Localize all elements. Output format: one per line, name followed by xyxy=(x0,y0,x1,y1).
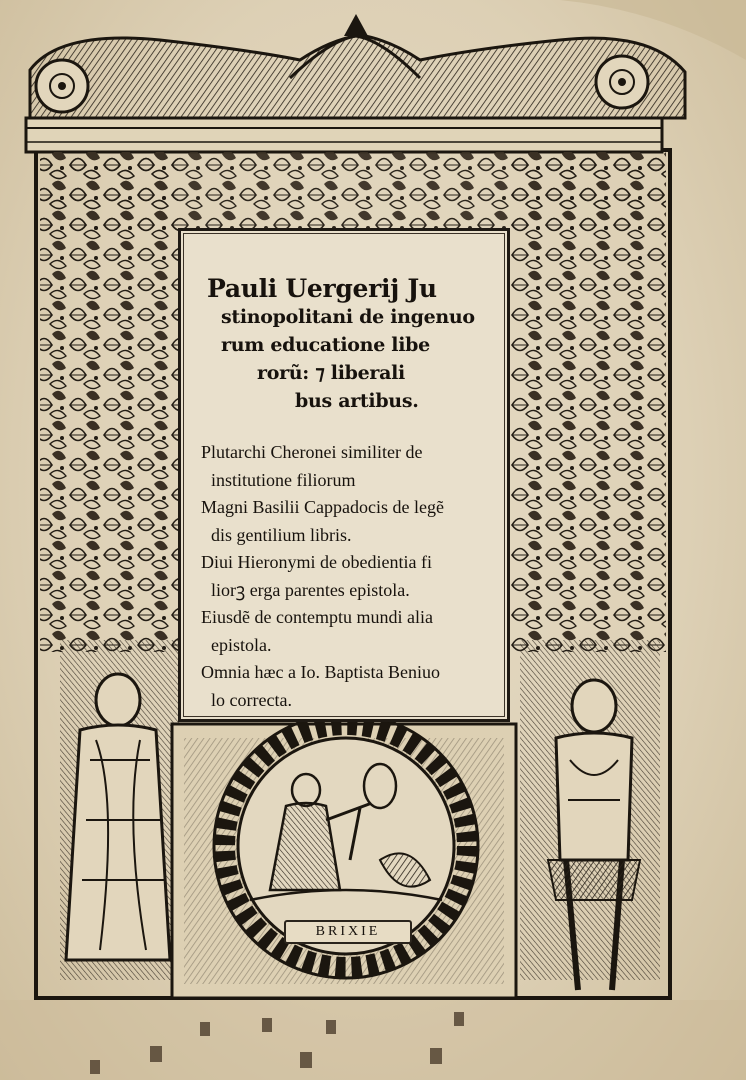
contents-line: liorꝫ erga parentes epistola. xyxy=(211,579,410,600)
contents-line: Plutarchi Cheronei similiter de xyxy=(201,442,423,462)
contents-line: epistola. xyxy=(211,634,272,655)
title-line-3: rum educatione libe xyxy=(221,334,430,356)
contents-line: dis gentilium libris. xyxy=(211,524,352,545)
title-line-4: rorũ: ⁊ liberali xyxy=(257,362,405,384)
contents-line: Omnia hæc a Io. Baptista Beniuo xyxy=(201,662,440,682)
title-line-5: bus artibus. xyxy=(295,390,419,412)
contents-line: Magni Basilii Cappadocis de legẽ xyxy=(201,497,444,517)
title-line-2: stinopolitani de ingenuo xyxy=(221,306,475,328)
contents-line: Diui Hieronymi de obedientia fi xyxy=(201,552,432,572)
title-line-1: Pauli Uergerij Ju xyxy=(207,274,437,303)
imprint-banner: BRIXIE xyxy=(284,920,412,944)
contents-line: lo correcta. xyxy=(211,689,292,710)
contents-line: Eiusdẽ de contemptu mundi alia xyxy=(201,607,433,627)
contents-line: institutione filiorum xyxy=(211,469,356,490)
